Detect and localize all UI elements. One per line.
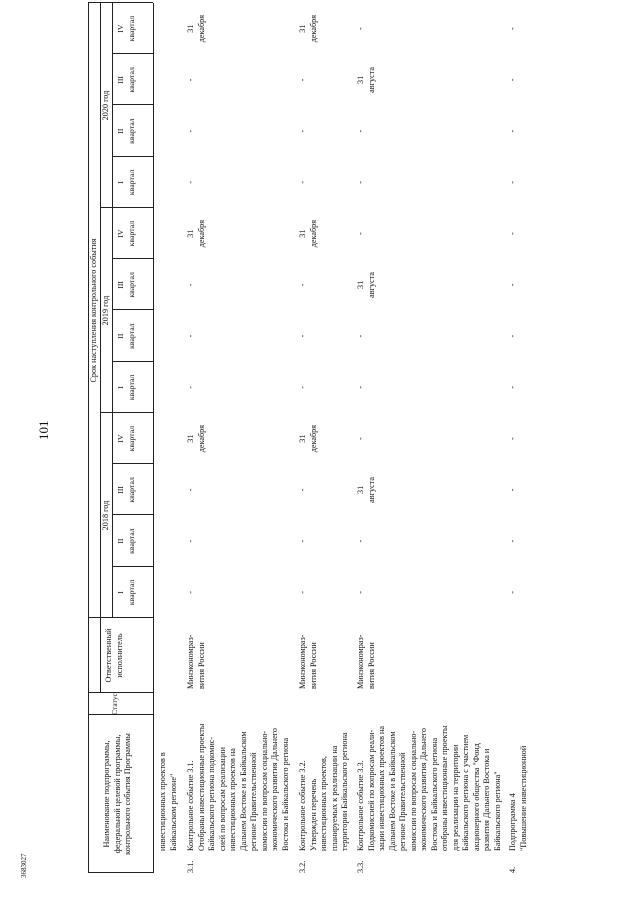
row-number: 4. <box>508 866 517 873</box>
row-name: Контрольное событие 3.3. Подкомиссией по вопросам реали- зации инвестиционных проектов на Дальнем Востоке и в Байкальском регионе Правительственной комиссии по вопросам социально- экономического развития Дальнего Востока и Байкальского региона отобраны инвестиционные проекты для реализации на территории Байкальского региона с участием акционерного общества "Фонд развития Дальнего Востока и Байкальского региона" <box>356 725 502 851</box>
quarter-value: - <box>508 27 517 30</box>
quarter-value: - <box>508 437 517 440</box>
row-name: Контрольное событие 3.2. Утвержден перечень инвестиционных проектов, планируемых к реализации на территории Байкальского региона <box>298 732 349 851</box>
quarter-header: I квартал <box>116 374 136 401</box>
quarter-header: IV квартал <box>116 15 136 42</box>
row-number: 3.1. <box>186 860 195 873</box>
quarter-header: II квартал <box>116 528 136 554</box>
quarter-value: 31 декабря <box>298 424 318 453</box>
quarter-value: 31 декабря <box>298 219 318 248</box>
row-name: Подпрограмма 4 "Повышение инвестиционной <box>508 745 528 851</box>
quarter-value: - <box>508 591 517 594</box>
page-number: 101 <box>36 420 51 440</box>
quarter-value: - <box>298 488 307 492</box>
quarter-value: - <box>298 334 307 338</box>
quarter-value: - <box>186 591 195 594</box>
year-2020: 2020 год <box>101 90 110 121</box>
row-responsible: Минэкономраз- вития России <box>186 634 206 689</box>
quarter-header: III квартал <box>116 272 136 298</box>
quarter-value: - <box>298 283 307 287</box>
quarter-header: IV квартал <box>116 220 136 247</box>
document-id: 3683027 <box>20 853 28 878</box>
quarter-value: - <box>186 488 195 492</box>
row-name: Контрольное событие 3.1. Отобраны инвестиционные проекты Байкальского региона подкомис- сией по вопросам реализации инвестиционных проектов на Дальнем Востоке и в Байкальском регионе Правительственной комиссии по вопросам социально- экономического развития Дальнего Востока и Байкальского региона <box>186 723 290 851</box>
quarter-value: - <box>356 591 365 594</box>
quarter-header: II квартал <box>116 118 136 144</box>
quarter-value: - <box>356 181 365 184</box>
quarter-value: - <box>298 129 307 133</box>
row-responsible: Минэкономраз- вития России <box>356 634 376 689</box>
header-name: Наименование подпрограммы, федеральной целевой программы, контрольного события Программы <box>102 733 132 855</box>
quarter-value: 31 декабря <box>186 424 206 453</box>
quarter-header: IV квартал <box>116 425 136 452</box>
quarter-value: 31 августа <box>356 66 376 93</box>
year-2019: 2019 год <box>101 295 110 326</box>
control-events-table <box>88 3 628 873</box>
quarter-value: - <box>356 386 365 389</box>
row-responsible: Минэкономраз- вития России <box>298 634 318 689</box>
quarter-value: - <box>298 181 307 184</box>
quarter-value: - <box>298 591 307 594</box>
header-term: Срок наступления контрольного события <box>89 238 98 383</box>
quarter-header: I квартал <box>116 579 136 606</box>
quarter-value: 31 декабря <box>298 14 318 43</box>
header-status: Статус <box>110 693 119 715</box>
quarter-value: - <box>508 129 517 133</box>
quarter-value: - <box>356 232 365 235</box>
quarter-header: II квартал <box>116 323 136 349</box>
quarter-value: - <box>186 129 195 133</box>
quarter-value: - <box>508 539 517 543</box>
quarter-value: - <box>356 334 365 338</box>
row-number: 3.3. <box>356 860 365 873</box>
quarter-header: I квартал <box>116 169 136 196</box>
quarter-value: - <box>356 27 365 30</box>
quarter-value: - <box>356 539 365 543</box>
row-name: инвестиционных проектов в Байкальском регионе" <box>158 752 178 851</box>
year-2018: 2018 год <box>101 500 110 531</box>
quarter-value: - <box>186 181 195 184</box>
quarter-value: - <box>298 78 307 82</box>
quarter-header: III квартал <box>116 477 136 503</box>
row-number: 3.2. <box>298 860 307 873</box>
quarter-value: - <box>356 129 365 133</box>
quarter-value: - <box>356 437 365 440</box>
quarter-value: - <box>186 386 195 389</box>
quarter-value: - <box>508 232 517 235</box>
quarter-value: - <box>508 386 517 389</box>
quarter-value: 31 августа <box>356 476 376 503</box>
quarter-value: - <box>298 386 307 389</box>
quarter-value: - <box>186 539 195 543</box>
quarter-header: III квартал <box>116 67 136 93</box>
header-responsible: Ответственный исполнитель <box>104 628 124 683</box>
quarter-value: - <box>508 283 517 287</box>
quarter-value: - <box>508 488 517 492</box>
quarter-value: 31 декабря <box>186 14 206 43</box>
quarter-value: - <box>186 334 195 338</box>
quarter-value: - <box>508 78 517 82</box>
quarter-value: - <box>186 283 195 287</box>
quarter-value: - <box>508 334 517 338</box>
quarter-value: 31 августа <box>356 271 376 298</box>
quarter-value: - <box>186 78 195 82</box>
quarter-value: - <box>508 181 517 184</box>
quarter-value: 31 декабря <box>186 219 206 248</box>
quarter-value: - <box>298 539 307 543</box>
